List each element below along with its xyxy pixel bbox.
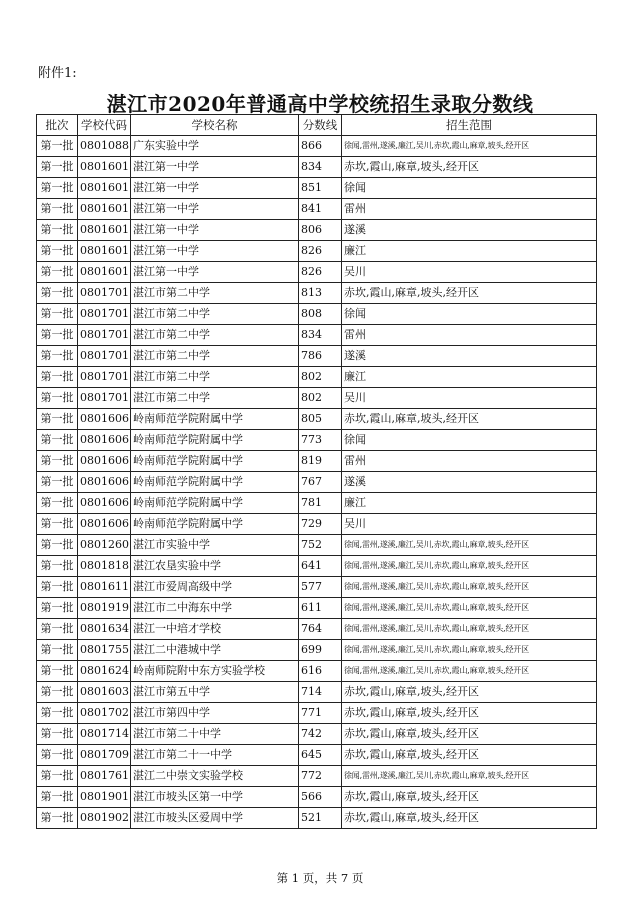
- table-row: [37, 136, 597, 157]
- enrollment-range-cell: 徐闻,雷州,遂溪,廉江,吴川,赤坎,霞山,麻章,坡头,经开区: [342, 556, 597, 577]
- school-name-cell: 岭南师范学院附属中学: [131, 514, 299, 535]
- cutoff-score-cell: 611: [299, 598, 342, 619]
- cutoff-score-cell: 752: [299, 535, 342, 556]
- school-name-cell: 湛江一中培才学校: [131, 619, 299, 640]
- school-name-cell: 湛江市二中海东中学: [131, 598, 299, 619]
- cutoff-score-cell: 714: [299, 682, 342, 703]
- school-code-cell: 0801606: [78, 493, 131, 514]
- batch-cell: 第一批: [37, 787, 78, 808]
- enrollment-range-cell: 徐闻: [342, 304, 597, 325]
- school-code-cell: 0801606: [78, 451, 131, 472]
- cutoff-score-cell: 806: [299, 220, 342, 241]
- enrollment-range-cell: 廉江: [342, 241, 597, 262]
- batch-cell: 第一批: [37, 136, 78, 157]
- enrollment-range-cell: 徐闻,雷州,遂溪,廉江,吴川,赤坎,霞山,麻章,坡头,经开区: [342, 661, 597, 682]
- cutoff-score-cell: 786: [299, 346, 342, 367]
- school-code-cell: 0801606: [78, 514, 131, 535]
- cutoff-score-cell: 834: [299, 157, 342, 178]
- batch-cell: 第一批: [37, 220, 78, 241]
- school-name-cell: 岭南师范学院附属中学: [131, 409, 299, 430]
- enrollment-range-cell: 遂溪: [342, 472, 597, 493]
- cutoff-score-cell: 834: [299, 325, 342, 346]
- school-code-cell: 0801701: [78, 346, 131, 367]
- table-row: [37, 808, 597, 829]
- table-row: [37, 409, 597, 430]
- school-name-cell: 湛江二中港城中学: [131, 640, 299, 661]
- table-row: [37, 745, 597, 766]
- table-row: [37, 451, 597, 472]
- table-row: [37, 703, 597, 724]
- table-row: [37, 766, 597, 787]
- enrollment-range-cell: 遂溪: [342, 346, 597, 367]
- cutoff-score-cell: 841: [299, 199, 342, 220]
- batch-cell: 第一批: [37, 598, 78, 619]
- enrollment-range-cell: 雷州: [342, 325, 597, 346]
- school-name-cell: 湛江市第四中学: [131, 703, 299, 724]
- batch-cell: 第一批: [37, 682, 78, 703]
- school-name-cell: 湛江第一中学: [131, 262, 299, 283]
- cutoff-score-cell: 773: [299, 430, 342, 451]
- school-name-cell: 湛江第一中学: [131, 220, 299, 241]
- table-row: [37, 199, 597, 220]
- batch-cell: 第一批: [37, 325, 78, 346]
- batch-cell: 第一批: [37, 514, 78, 535]
- school-code-cell: 0801755: [78, 640, 131, 661]
- school-code-cell: 0801611: [78, 577, 131, 598]
- score-table: [36, 114, 597, 829]
- cutoff-score-cell: 767: [299, 472, 342, 493]
- school-code-cell: 0801606: [78, 472, 131, 493]
- cutoff-score-cell: 729: [299, 514, 342, 535]
- school-name-cell: 湛江市第二十中学: [131, 724, 299, 745]
- school-code-cell: 0801601: [78, 220, 131, 241]
- enrollment-range-cell: 赤坎,霞山,麻章,坡头,经开区: [342, 745, 597, 766]
- header-enrollment-range: 招生范围: [342, 115, 597, 136]
- cutoff-score-cell: 699: [299, 640, 342, 661]
- enrollment-range-cell: 赤坎,霞山,麻章,坡头,经开区: [342, 283, 597, 304]
- school-code-cell: 0801606: [78, 409, 131, 430]
- school-code-cell: 0801902: [78, 808, 131, 829]
- cutoff-score-cell: 521: [299, 808, 342, 829]
- table-row: [37, 556, 597, 577]
- school-code-cell: 0801701: [78, 283, 131, 304]
- batch-cell: 第一批: [37, 661, 78, 682]
- table-row: [37, 220, 597, 241]
- school-code-cell: 0801701: [78, 367, 131, 388]
- school-code-cell: 0801761: [78, 766, 131, 787]
- cutoff-score-cell: 641: [299, 556, 342, 577]
- table-row: [37, 346, 597, 367]
- school-code-cell: 0801901: [78, 787, 131, 808]
- school-code-cell: 0801702: [78, 703, 131, 724]
- cutoff-score-cell: 742: [299, 724, 342, 745]
- school-name-cell: 湛江市第二十一中学: [131, 745, 299, 766]
- batch-cell: 第一批: [37, 766, 78, 787]
- school-name-cell: 湛江二中崇文实验学校: [131, 766, 299, 787]
- table-row: [37, 388, 597, 409]
- batch-cell: 第一批: [37, 703, 78, 724]
- header-batch: 批次: [37, 115, 78, 136]
- school-code-cell: 0801701: [78, 388, 131, 409]
- batch-cell: 第一批: [37, 409, 78, 430]
- enrollment-range-cell: 雷州: [342, 451, 597, 472]
- cutoff-score-cell: 577: [299, 577, 342, 598]
- cutoff-score-cell: 813: [299, 283, 342, 304]
- enrollment-range-cell: 徐闻,雷州,遂溪,廉江,吴川,赤坎,霞山,麻章,坡头,经开区: [342, 640, 597, 661]
- table-row: [37, 724, 597, 745]
- school-code-cell: 0801714: [78, 724, 131, 745]
- page-footer: 第 1 页，共 7 页: [276, 871, 364, 885]
- school-code-cell: 0801601: [78, 241, 131, 262]
- school-code-cell: 0801601: [78, 178, 131, 199]
- enrollment-range-cell: 赤坎,霞山,麻章,坡头,经开区: [342, 682, 597, 703]
- enrollment-range-cell: 廉江: [342, 367, 597, 388]
- batch-cell: 第一批: [37, 451, 78, 472]
- school-name-cell: 湛江第一中学: [131, 157, 299, 178]
- table-row: [37, 787, 597, 808]
- batch-cell: 第一批: [37, 157, 78, 178]
- school-name-cell: 湛江市实验中学: [131, 535, 299, 556]
- enrollment-range-cell: 赤坎,霞山,麻章,坡头,经开区: [342, 724, 597, 745]
- school-code-cell: 0801260: [78, 535, 131, 556]
- table-row: [37, 304, 597, 325]
- enrollment-range-cell: 徐闻,雷州,遂溪,廉江,吴川,赤坎,霞山,麻章,坡头,经开区: [342, 766, 597, 787]
- cutoff-score-cell: 802: [299, 367, 342, 388]
- enrollment-range-cell: 徐闻,雷州,遂溪,廉江,吴川,赤坎,霞山,麻章,坡头,经开区: [342, 535, 597, 556]
- table-row: [37, 661, 597, 682]
- enrollment-range-cell: 徐闻,雷州,遂溪,廉江,吴川,赤坎,霞山,麻章,坡头,经开区: [342, 598, 597, 619]
- school-name-cell: 湛江市坡头区爱周中学: [131, 808, 299, 829]
- school-name-cell: 湛江市第五中学: [131, 682, 299, 703]
- batch-cell: 第一批: [37, 724, 78, 745]
- school-name-cell: 湛江第一中学: [131, 199, 299, 220]
- batch-cell: 第一批: [37, 388, 78, 409]
- table-row: [37, 325, 597, 346]
- school-name-cell: 湛江第一中学: [131, 241, 299, 262]
- school-name-cell: 湛江市第二中学: [131, 388, 299, 409]
- batch-cell: 第一批: [37, 808, 78, 829]
- cutoff-score-cell: 808: [299, 304, 342, 325]
- enrollment-range-cell: 徐闻,雷州,遂溪,廉江,吴川,赤坎,霞山,麻章,坡头,经开区: [342, 136, 597, 157]
- cutoff-score-cell: 616: [299, 661, 342, 682]
- batch-cell: 第一批: [37, 640, 78, 661]
- enrollment-range-cell: 雷州: [342, 199, 597, 220]
- table-row: [37, 283, 597, 304]
- school-code-cell: 0801701: [78, 304, 131, 325]
- enrollment-range-cell: 徐闻,雷州,遂溪,廉江,吴川,赤坎,霞山,麻章,坡头,经开区: [342, 577, 597, 598]
- table-row: [37, 598, 597, 619]
- school-code-cell: 0801606: [78, 430, 131, 451]
- batch-cell: 第一批: [37, 619, 78, 640]
- cutoff-score-cell: 819: [299, 451, 342, 472]
- school-code-cell: 0801601: [78, 157, 131, 178]
- school-name-cell: 广东实验中学: [131, 136, 299, 157]
- school-code-cell: 0801088: [78, 136, 131, 157]
- school-name-cell: 岭南师范学院附属中学: [131, 451, 299, 472]
- batch-cell: 第一批: [37, 346, 78, 367]
- cutoff-score-cell: 851: [299, 178, 342, 199]
- table-row: [37, 157, 597, 178]
- batch-cell: 第一批: [37, 283, 78, 304]
- school-code-cell: 0801701: [78, 325, 131, 346]
- batch-cell: 第一批: [37, 556, 78, 577]
- attachment-label: 附件1:: [38, 66, 77, 81]
- cutoff-score-cell: 764: [299, 619, 342, 640]
- school-name-cell: 湛江市爱周高级中学: [131, 577, 299, 598]
- batch-cell: 第一批: [37, 262, 78, 283]
- header-cutoff-score: 分数线: [299, 115, 342, 136]
- cutoff-score-cell: 645: [299, 745, 342, 766]
- table-row: [37, 367, 597, 388]
- school-name-cell: 湛江市第二中学: [131, 367, 299, 388]
- table-row: [37, 430, 597, 451]
- document-title: 湛江市2020年普通高中学校统招生录取分数线: [106, 92, 534, 116]
- cutoff-score-cell: 826: [299, 262, 342, 283]
- cutoff-score-cell: 566: [299, 787, 342, 808]
- school-code-cell: 0801601: [78, 262, 131, 283]
- enrollment-range-cell: 赤坎,霞山,麻章,坡头,经开区: [342, 787, 597, 808]
- enrollment-range-cell: 吴川: [342, 388, 597, 409]
- batch-cell: 第一批: [37, 241, 78, 262]
- enrollment-range-cell: 徐闻,雷州,遂溪,廉江,吴川,赤坎,霞山,麻章,坡头,经开区: [342, 619, 597, 640]
- table-row: [37, 472, 597, 493]
- batch-cell: 第一批: [37, 367, 78, 388]
- school-code-cell: 0801709: [78, 745, 131, 766]
- school-name-cell: 湛江市第二中学: [131, 346, 299, 367]
- school-name-cell: 岭南师院附中东方实验学校: [131, 661, 299, 682]
- batch-cell: 第一批: [37, 535, 78, 556]
- table-row: [37, 619, 597, 640]
- school-name-cell: 湛江第一中学: [131, 178, 299, 199]
- table-row: [37, 493, 597, 514]
- school-name-cell: 湛江市坡头区第一中学: [131, 787, 299, 808]
- header-school-name: 学校名称: [131, 115, 299, 136]
- enrollment-range-cell: 赤坎,霞山,麻章,坡头,经开区: [342, 157, 597, 178]
- enrollment-range-cell: 遂溪: [342, 220, 597, 241]
- batch-cell: 第一批: [37, 430, 78, 451]
- enrollment-range-cell: 徐闻: [342, 178, 597, 199]
- table-row: [37, 577, 597, 598]
- cutoff-score-cell: 771: [299, 703, 342, 724]
- cutoff-score-cell: 805: [299, 409, 342, 430]
- batch-cell: 第一批: [37, 493, 78, 514]
- school-name-cell: 岭南师范学院附属中学: [131, 493, 299, 514]
- header-school-code: 学校代码: [78, 115, 131, 136]
- enrollment-range-cell: 赤坎,霞山,麻章,坡头,经开区: [342, 808, 597, 829]
- enrollment-range-cell: 吴川: [342, 262, 597, 283]
- cutoff-score-cell: 802: [299, 388, 342, 409]
- batch-cell: 第一批: [37, 577, 78, 598]
- school-code-cell: 0801624: [78, 661, 131, 682]
- school-code-cell: 0801818: [78, 556, 131, 577]
- table-row: [37, 682, 597, 703]
- school-name-cell: 湛江农垦实验中学: [131, 556, 299, 577]
- table-row: [37, 535, 597, 556]
- table-row: [37, 640, 597, 661]
- table-row: [37, 262, 597, 283]
- enrollment-range-cell: 赤坎,霞山,麻章,坡头,经开区: [342, 703, 597, 724]
- cutoff-score-cell: 826: [299, 241, 342, 262]
- table-row: [37, 178, 597, 199]
- enrollment-range-cell: 吴川: [342, 514, 597, 535]
- batch-cell: 第一批: [37, 178, 78, 199]
- school-name-cell: 岭南师范学院附属中学: [131, 472, 299, 493]
- cutoff-score-cell: 772: [299, 766, 342, 787]
- cutoff-score-cell: 866: [299, 136, 342, 157]
- table-header-row: [37, 115, 597, 136]
- batch-cell: 第一批: [37, 199, 78, 220]
- school-code-cell: 0801603: [78, 682, 131, 703]
- batch-cell: 第一批: [37, 472, 78, 493]
- cutoff-score-cell: 781: [299, 493, 342, 514]
- school-name-cell: 湛江市第二中学: [131, 325, 299, 346]
- school-code-cell: 0801601: [78, 199, 131, 220]
- table-row: [37, 241, 597, 262]
- school-name-cell: 湛江市第二中学: [131, 304, 299, 325]
- school-code-cell: 0801634: [78, 619, 131, 640]
- enrollment-range-cell: 廉江: [342, 493, 597, 514]
- batch-cell: 第一批: [37, 745, 78, 766]
- batch-cell: 第一批: [37, 304, 78, 325]
- school-name-cell: 岭南师范学院附属中学: [131, 430, 299, 451]
- enrollment-range-cell: 徐闻: [342, 430, 597, 451]
- enrollment-range-cell: 赤坎,霞山,麻章,坡头,经开区: [342, 409, 597, 430]
- school-code-cell: 0801919: [78, 598, 131, 619]
- table-row: [37, 514, 597, 535]
- school-name-cell: 湛江市第二中学: [131, 283, 299, 304]
